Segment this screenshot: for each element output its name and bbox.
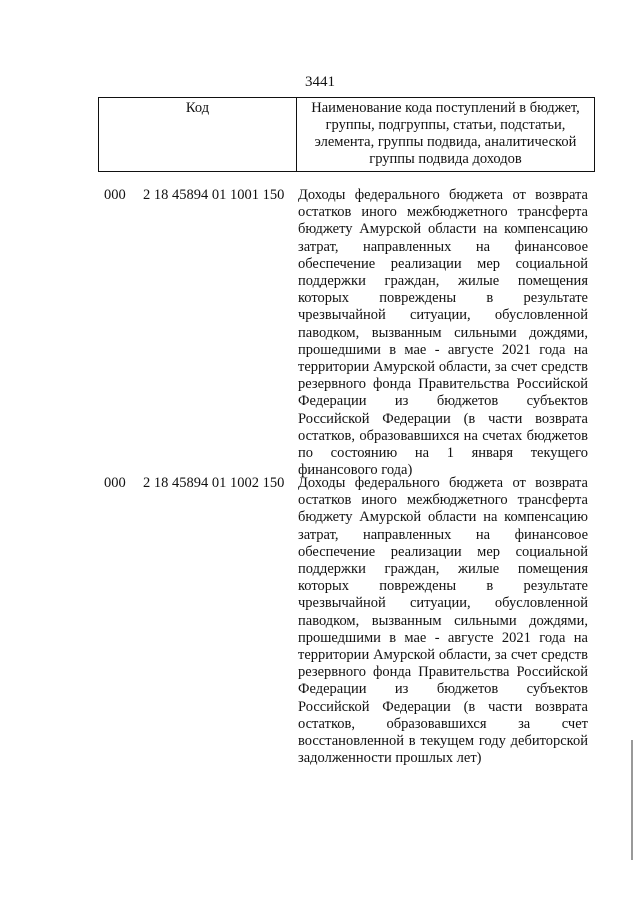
income-description <box>298 475 588 767</box>
income-code: 2 18 45894 01 1002 150 <box>143 475 285 491</box>
description-line: прошедшими в мае - августе 2021 года на <box>298 629 588 646</box>
description-line: задолженности прошлых лет) <box>298 750 482 767</box>
description-line: Федерации из бюджетов субъектов <box>298 681 588 698</box>
description-line: бюджету Амурской области на компенсацию <box>298 509 588 526</box>
description-line: поддержки граждан, жилые помещения <box>298 561 588 578</box>
page-number: 3441 <box>305 74 335 90</box>
description-line: территории Амурской области, за счет средств <box>298 359 588 376</box>
description-line: которых повреждены в результате <box>298 290 588 307</box>
description-line: чрезвычайной ситуации, обусловленной <box>298 307 588 324</box>
description-line: восстановленной в текущем году дебиторской <box>298 733 588 750</box>
admin-code: 000 <box>104 187 126 203</box>
scan-edge-mark <box>631 740 633 860</box>
description-line: Федерации из бюджетов субъектов <box>298 393 588 410</box>
header-name-cell: Наименование кода поступлений в бюджет, группы, подгруппы, статьи, подстатьи, элемента, группы подвида, аналитической группы подвида доходов <box>297 98 595 172</box>
description-line: по состоянию на 1 января текущего <box>298 445 588 462</box>
income-description <box>298 187 588 479</box>
description-line: обеспечение реализации мер социальной <box>298 543 588 560</box>
description-line: паводком, вызванным сильными дождями, <box>298 324 588 341</box>
description-line: бюджету Амурской области на компенсацию <box>298 221 588 238</box>
description-line: остатков иного межбюджетного трансферта <box>298 492 588 509</box>
description-line: которых повреждены в результате <box>298 578 588 595</box>
description-line: Доходы федерального бюджета от возврата <box>298 187 588 203</box>
description-line: остатков, образовавшихся за счет <box>298 715 588 732</box>
description-line: остатков иного межбюджетного трансферта <box>298 204 588 221</box>
description-line: прошедшими в мае - августе 2021 года на <box>298 341 588 358</box>
header-code-cell: Код <box>99 98 297 172</box>
description-line: обеспечение реализации мер социальной <box>298 255 588 272</box>
header-table <box>98 97 595 172</box>
income-code: 2 18 45894 01 1001 150 <box>143 187 285 203</box>
description-line: остатков, образовавшихся на счетах бюджетов <box>298 427 588 444</box>
description-line: затрат, направленных на финансовое <box>298 526 588 543</box>
description-line: чрезвычайной ситуации, обусловленной <box>298 595 588 612</box>
description-line: затрат, направленных на финансовое <box>298 238 588 255</box>
admin-code: 000 <box>104 475 126 491</box>
description-line: Российской Федерации (в части возврата <box>298 410 588 427</box>
description-line: резервного фонда Правительства Российской <box>298 664 588 681</box>
description-line: резервного фонда Правительства Российской <box>298 376 588 393</box>
description-line: Российской Федерации (в части возврата <box>298 698 588 715</box>
description-line: финансового года) <box>298 462 413 479</box>
description-line: поддержки граждан, жилые помещения <box>298 273 588 290</box>
description-line: паводком, вызванным сильными дождями, <box>298 612 588 629</box>
description-line: территории Амурской области, за счет средств <box>298 647 588 664</box>
description-line: Доходы федерального бюджета от возврата <box>298 475 588 491</box>
